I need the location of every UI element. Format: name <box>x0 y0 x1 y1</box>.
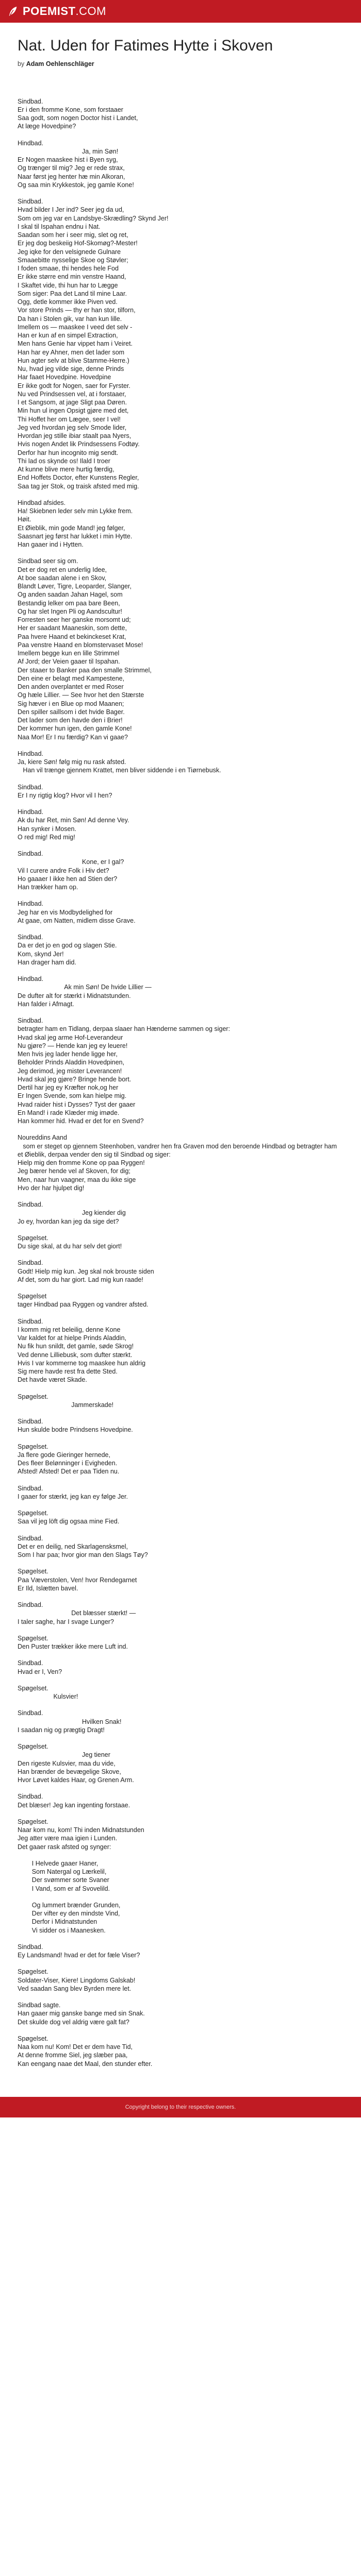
poem-line: Saadan som her i seer mig, slet og ret, <box>18 231 128 239</box>
stanza <box>18 1234 343 1251</box>
poem-line: Saa vil jeg löft dig ogsaa mine Fied. <box>18 1518 120 1526</box>
poem-line: Jeg har en vis Modbydelighed for <box>18 908 113 916</box>
stanza <box>18 1634 343 1651</box>
poem-line: Sindbad. <box>18 1418 43 1425</box>
poem-line: Der svømmer sorte Svaner <box>18 1876 109 1884</box>
byline-prefix: by <box>18 60 25 67</box>
poem-line: Sindbad. <box>18 1484 43 1492</box>
poem-line: Ogg, detle kommer ikke Piven ved. <box>18 298 118 306</box>
stanza <box>18 1534 343 1560</box>
stanza <box>18 1684 343 1701</box>
stanza <box>18 1859 343 1935</box>
poem-line: Naa Mor! Er I nu færdig? Kan vi gaae? <box>18 733 128 741</box>
poem-line: Sindbad. <box>18 198 43 205</box>
poem-line: Hvad skal jeg arme Hof-Leverandeur <box>18 1033 123 1041</box>
stanza <box>18 1792 343 1809</box>
poem-line: Ak du har Ret, min Søn! Ad denne Vey. <box>18 817 129 824</box>
poem-line: Han gaaer mig ganske bange med sin Snak. <box>18 2010 145 2018</box>
poem-line: Hvo der har hjulpet dig! <box>18 1184 85 1192</box>
poem-line: Han falder i Afmagt. <box>18 1000 74 1008</box>
stanza <box>18 2001 343 2026</box>
stanza <box>18 1509 343 1526</box>
poem-line: Som siger: Paa det Land til mine Laar. <box>18 290 127 297</box>
poem-line: Hindbad. <box>18 975 44 982</box>
poem-line: Sindbad. <box>18 1534 43 1542</box>
poem-line: Ved saadan Sang blev Byrden mere let. <box>18 1985 132 1992</box>
poem-line: Sindbad. <box>18 1601 43 1608</box>
poem-line: Hindbad. <box>18 139 44 147</box>
poem-line: Hindbad. <box>18 808 44 816</box>
poem-line: Godt! Hielp mig kun. Jeg skal nok brouste siden <box>18 1267 154 1275</box>
logo-text: POEMIST.COM <box>23 5 106 18</box>
poem-line: Ja flere gode Gieringer hernede, <box>18 1451 110 1459</box>
poem-line: Hvad bilder I Jer ind? Seer jeg da ud, <box>18 206 124 214</box>
poem-line: Jeg tiener <box>18 1751 110 1759</box>
footer <box>0 2097 361 2117</box>
poem-line: Min hun ul ingen Opsigt gjøre med det, <box>18 407 129 415</box>
stanza <box>18 499 343 549</box>
poem-line: Smaaebitte nysselige Skoe og Støvler; <box>18 256 128 264</box>
poem-line: Den eine er belagt med Kampestene, <box>18 674 125 682</box>
poem-line: Spøgelset. <box>18 1968 48 1976</box>
poem-line: Spøgelset. <box>18 1634 48 1642</box>
poem-line: Og hæle Lillier. — See hvor het den Stærste <box>18 691 144 699</box>
poem-line: Der staaer to Banker paa den smalle Strimmel, <box>18 666 152 674</box>
poem-line: Spøgelset. <box>18 1684 48 1692</box>
poem-line: Er jeg dog beskeiig Hof-Skomøg?-Mester! <box>18 240 138 247</box>
poem-line: Imellem os — maaskee I veed det selv - <box>18 323 133 331</box>
poem-line: Det blæsser stærkt! — <box>18 1609 136 1617</box>
poem-line: Hvad skal jeg gjøre? Bringe hende bort. <box>18 1075 132 1083</box>
poem-line: I Helvede gaaer Haner, <box>18 1859 99 1867</box>
poem-line: Det skulde dog vel aldrig være galt fat? <box>18 2018 129 2026</box>
poem-line: Sindbad. <box>18 783 43 791</box>
poem-line: Ak min Søn! De hvide Lillier — <box>18 984 152 991</box>
poem-line: En Mand! i rade Klæder mig imøde. <box>18 1109 120 1116</box>
stanza <box>18 97 343 131</box>
poem-line: Har faaet Hovedpine. Hovedpine <box>18 374 111 381</box>
poem-line: Blandt Løver, Tigre, Leoparder, Slanger, <box>18 583 132 590</box>
poem-line: Beholder Prinds Aladdin Hovedpinen, <box>18 1059 125 1066</box>
stanza <box>18 1659 343 1676</box>
poem-line: Høit. <box>18 516 31 523</box>
poem-line: At denne fromme Siel, jeg slæber paa, <box>18 2052 128 2059</box>
stanza <box>18 557 343 741</box>
poem-line: Sindbad. <box>18 97 43 105</box>
poem-line: Her er saadant Maaneskin, som dette, <box>18 624 127 632</box>
poem-line: Kom, skynd Jer! <box>18 950 64 958</box>
poem-line: Af Jord; der Veien gaaer til Ispahan. <box>18 658 120 666</box>
poem-line: Han drager ham did. <box>18 958 76 966</box>
stanza <box>18 1968 343 1993</box>
poem-line: Jo ey, hvordan kan jeg da sige det? <box>18 1217 119 1225</box>
poem-line: I saadan nig og prægtig Dragt! <box>18 1726 105 1734</box>
poem-line: Den Puster trækker ikke mere Luft ind. <box>18 1643 128 1650</box>
poem-line: Er Nogen maaskee hist i Byen syg, <box>18 156 118 163</box>
poem-content <box>0 23 361 2097</box>
poem-line: som er steget op gjennem Steenhoben, vandrer hen fra Graven mod den beroende Hindbad og betragter ham et Øieblik, derpaa vender den sig til Sindbad og siger: <box>18 1142 339 1158</box>
poem-line: Men hans Genie har vippet ham i Veiret. <box>18 340 133 348</box>
poem-line: Det er dog ret en underlig Idee, <box>18 566 107 573</box>
poem-line: Han trækker ham op. <box>18 884 78 891</box>
poem-line: Og saa min Krykkestok, jeg gamle Kone! <box>18 181 134 189</box>
poem-line: Naa kom nu! Kom! Det er dem have Tid, <box>18 2043 133 2050</box>
poem-line: Hun skulde bodre Prindsens Hovedpine. <box>18 1426 133 1434</box>
poem-line: Kan eengang naae det Maal, den stunder efter. <box>18 2060 153 2067</box>
poem-line: Soldater-Viser, Kiere! Lingdoms Galskab! <box>18 1976 136 1984</box>
poem-line: I skal til Ispahan endnu i Nat. <box>18 223 101 230</box>
stanza <box>18 1393 343 1410</box>
poem-line: Ved denne Lilliebusk, som dufter stærkt. <box>18 1351 133 1359</box>
poem-line: Hindbad. <box>18 750 44 757</box>
poem-line: Sindbad. <box>18 1659 43 1667</box>
poem-line: Det gaaer rask afsted og synger: <box>18 1843 111 1851</box>
poem-line: Kone, er I gal? <box>18 858 124 866</box>
poem-line: Du sige skal, at du har selv det giort! <box>18 1243 122 1250</box>
poem-line: Er i den fromme Kone, som forstaaer <box>18 106 123 113</box>
poem-line <box>18 1893 343 1901</box>
poem-title: Nat. Uden for Fatimes Hytte i Skoven <box>18 37 273 54</box>
poem-line: Spøgelset. <box>18 1510 48 1517</box>
poem-line: Jeg bærer hende vel af Skoven, for dig; <box>18 1167 130 1175</box>
stanza <box>18 197 343 490</box>
poem-line: Dertil har jeg ey Kræfter nok,og her <box>18 1084 119 1091</box>
poem-line: Han brænder de bevægelige Skove, <box>18 1768 121 1775</box>
stanza <box>18 1417 343 1434</box>
poem-line: Saa tag jer Stok, og traisk afsted med mig. <box>18 482 139 490</box>
copyright-text: Copyright belong to their respective owners. <box>125 2104 236 2110</box>
poem-line: tager Hindbad paa Ryggen og vandrer afsted. <box>18 1301 149 1309</box>
poem-line: Hindbad. <box>18 900 44 908</box>
stanza <box>18 139 343 190</box>
stanza <box>18 1443 343 1476</box>
poem-line: Jeg ved hvordan jeg selv Smode lider, <box>18 423 127 431</box>
stanza <box>18 808 343 841</box>
stanza <box>18 1742 343 1784</box>
poem-line: Af det, som du har giort. Lad mig kun raade! <box>18 1276 143 1283</box>
poem-line: Et Øieblik, min gode Mand! jeg følger, <box>18 524 125 532</box>
poem-line: Den rigeste Kulsvier, maa du vide, <box>18 1759 116 1767</box>
poem-line: Paa venstre Haand en blomstervaset Mose! <box>18 641 143 649</box>
poem-line: Hindbad afsides. <box>18 499 66 506</box>
poem-line: Derfor i Midnatstunden <box>18 1918 97 1926</box>
poem-line: Vor store Prinds — thy er han stor, tilforn, <box>18 307 136 314</box>
stanza <box>18 783 343 800</box>
stanza <box>18 750 343 775</box>
site-logo[interactable] <box>7 5 106 18</box>
poem-line: Hvordan jeg stille ibiar staalt paa Nyers, <box>18 432 132 439</box>
poem-line: Og trænger til mig? Jeg er rede strax, <box>18 164 125 172</box>
poem-line: Hvor Løvet kaldes Haar, og Grenen Arm. <box>18 1776 134 1784</box>
poem-line: Sindbad. <box>18 1943 43 1951</box>
poem-line: Naar først jeg henter hæ min Alkoran, <box>18 173 125 180</box>
stanza <box>18 1567 343 1592</box>
poem-line: Der vifter ey den mindste Vind, <box>18 1910 120 1917</box>
poem-byline <box>18 60 343 67</box>
poem-line: Hun agter selv at blive Stamme-Herre.) <box>18 357 129 364</box>
top-bar <box>0 0 361 23</box>
poem-line: Det havde været Skade. <box>18 1376 87 1384</box>
stanza <box>18 1943 343 1960</box>
poem-line: Spøgelset. <box>18 1818 48 1825</box>
stanza <box>18 1133 343 1192</box>
poem-line: Nu gjøre? — Hende kan jeg ey leuere! <box>18 1042 128 1049</box>
poem-line: Og lummert brænder Grunden, <box>18 1901 121 1909</box>
poem-line: betragter ham en Tidlang, derpaa slaaer han Hænderne sammen og siger: <box>18 1025 231 1033</box>
poem-line: At læge Hovedpine? <box>18 123 76 130</box>
stanza <box>18 1709 343 1734</box>
poem-line: Nu, hvad jeg vilde sige, denne Prinds <box>18 365 124 372</box>
poem-line: Han synker i Mosen. <box>18 825 76 833</box>
poem-line: Spøgelset <box>18 1293 47 1300</box>
poem-line: Som I har paa; hvor gior man den Slags Tøy? <box>18 1551 148 1558</box>
stanza <box>18 900 343 925</box>
quill-icon <box>7 6 19 17</box>
poem-line: Ja, min Søn! <box>18 147 119 155</box>
stanza <box>18 1292 343 1309</box>
poem-line: Var kaldet for at hielpe Prinds Aladdin, <box>18 1334 127 1342</box>
poem-line: Sindbad. <box>18 850 43 857</box>
poem-line: Derfor har hun incognito mig sendt. <box>18 449 119 456</box>
poem-line: Jeg iqke for den velsignede Gulnare <box>18 248 121 256</box>
poem-line: Det blæser! Jeg kan ingenting forstaae. <box>18 1801 130 1809</box>
poem-line: Da er det jo en god og slagen Stie. <box>18 942 117 950</box>
poem-line: Jeg atter være maa igien i Lunden. <box>18 1835 118 1842</box>
poem-line: Spøgelset. <box>18 2035 48 2042</box>
poem-line: Spøgelset. <box>18 1443 48 1450</box>
poem-line: Ey Landsmand! hvad er det for fæle Viser? <box>18 1952 140 1959</box>
poem-line: Sindbad. <box>18 934 43 941</box>
poem-line: Hvad raider hist i Dysses? Tyst der gaaer <box>18 1100 136 1108</box>
poem-line: Paa hvere Haand et bekinckeset Krat, <box>18 633 126 640</box>
poem-line: I Skaftet vide, thi hun har to Lægge <box>18 281 118 289</box>
poem-line: Er ikke større end min venstre Haand, <box>18 273 126 281</box>
poem-line: Sindbad. <box>18 1317 43 1325</box>
poem-line: Er Ild, Islætten bavel. <box>18 1584 78 1592</box>
poem-line: Han har ey Ahner, men det lader som <box>18 348 125 356</box>
poem-line: I foden smaae, thi hendes hele Fod <box>18 265 119 272</box>
poem-line: Spøgelset. <box>18 1568 48 1575</box>
poem-line: Sig hæver i en Blue op mod Maanen; <box>18 700 124 707</box>
poem-line: O red mig! Red mig! <box>18 833 75 841</box>
poem-line: Er Ingen Svende, som kan hielpe mig. <box>18 1092 127 1100</box>
poem-line: Paa Væverstolen, Ven! hvor Rendegarnet <box>18 1576 137 1584</box>
stanza <box>18 1484 343 1501</box>
poem-line: End Hoffets Doctor, efter Kunstens Regler, <box>18 474 139 482</box>
poem-line: Er ikke godt for Nogen, saer for Fyrster. <box>18 382 130 389</box>
poem-line: Forresten seer her ganske morsomt ud; <box>18 616 131 623</box>
poem-line: Hvilken Snak! <box>18 1718 122 1725</box>
poem-line: Jeg derimod, jeg mister Leverancen! <box>18 1067 122 1075</box>
poem-line: Men hvis jeg lader hende ligge her, <box>18 1050 118 1058</box>
stanza <box>18 850 343 891</box>
stanza <box>18 1317 343 1384</box>
poem-line: At kunne blive mere hurtig færdig, <box>18 466 114 473</box>
poem-line: Han kommer hid. Hvad er det for en Svend? <box>18 1117 144 1125</box>
poem-line: Imellem begge kun en lille Strimmel <box>18 650 120 657</box>
poem-line: Det er en deilig, ned Skarlagensksmel, <box>18 1543 128 1550</box>
poem-line: Hvad er I, Ven? <box>18 1668 62 1675</box>
poem-line: Hielp mig den fromme Kone op paa Ryggen! <box>18 1159 145 1166</box>
poem-line: Des fleer Belønninger i Evigheden. <box>18 1460 118 1467</box>
poem-line: Som om jeg var en Landsbye-Skrædling? Skynd Jer! <box>18 214 169 222</box>
poem-line: Er I ny rigtig klog? Hvor vil I hen? <box>18 791 112 799</box>
stanza <box>18 975 343 1008</box>
poem-body <box>18 97 343 2068</box>
poem-line: Han er kun af en simpel Extraction, <box>18 332 118 339</box>
poem-line: Det lader som den havde den i Brier! <box>18 717 123 724</box>
poem-line: Noureddins Aand <box>18 1134 67 1142</box>
poem-line: I komm mig ret beleilig, denne Kone <box>18 1326 121 1333</box>
poem-line: Thi Hoffet her om Lægee, seer I vel! <box>18 415 121 423</box>
poem-line: Sindbad. <box>18 1793 43 1801</box>
poem-line: Ja, kiere Søn! følg mig nu rask afsted. <box>18 758 126 766</box>
poem-line: Der kommer hun igen, den gamle Kone! <box>18 725 132 733</box>
poem-line: Da han i Stolen gik, var han kun lille. <box>18 315 122 323</box>
poem-line: Saa godt, som nogen Doctor hist i Landet, <box>18 114 138 122</box>
poem-line: Thi lad os skynde os! Ilald I troer <box>18 457 110 465</box>
poem-line: At gaae, om Natten, midlem disse Grave. <box>18 917 136 924</box>
poem-line: Afsted! Afsted! Det er paa Tiden nu. <box>18 1468 120 1476</box>
poem-line: Hvis nogen Andet lik Prindsessens Fodtøy. <box>18 440 140 448</box>
poem-line: I taler saghe, har I svage Lunger? <box>18 1618 114 1625</box>
poem-line: De dufter alt for stærkt i Midnatstunden. <box>18 992 131 999</box>
poem-line: Han vil trænge gjennem Krattet, men bliver siddende i en Tiørnebusk. <box>18 767 221 774</box>
poem-line: I gaaer for stærkt, jeg kan ey følge Jer. <box>18 1493 128 1500</box>
poem-line: Men, naar hun vaagner, maa du ikke sige <box>18 1176 136 1183</box>
stanza <box>18 1200 343 1226</box>
stanza <box>18 2035 343 2068</box>
poem-line: Spøgelset. <box>18 1234 48 1242</box>
poem-line: Naar kom nu, kom! Thi inden Midnatstunden <box>18 1826 144 1834</box>
poem-line: Nu fik hun snildt, det gamle, søde Skrog! <box>18 1343 134 1350</box>
poem-line: Nu ved Prindsessen vel, at i forstaaer, <box>18 390 126 398</box>
poem-line: Den spiller saillsom i det hvide Bager. <box>18 708 125 716</box>
poem-line: Jammerskade! <box>18 1401 114 1409</box>
poem-line: Sindbad sagte. <box>18 2002 61 2009</box>
poem-line: Kulsvier! <box>18 1693 78 1700</box>
poem-line: Og har slet Ingen Pli og Aandscultur! <box>18 607 122 615</box>
poem-line: Spøgelset. <box>18 1393 48 1400</box>
poem-line: Sindbad seer sig om. <box>18 557 78 565</box>
poem-line: Sindbad. <box>18 1259 43 1267</box>
poem-line: I Vand, som er af Svovelild. <box>18 1885 110 1892</box>
poem-line: I et Sangsom, at jage Sligt paa Døren. <box>18 399 127 406</box>
stanza <box>18 1818 343 1851</box>
stanza <box>18 1016 343 1125</box>
poem-line: Som Natergal og Lærkelil, <box>18 1868 107 1875</box>
poem-line: Sindbad. <box>18 1201 43 1208</box>
poem-line: Ho gaaaer I ikke hen ad Stien der? <box>18 875 118 883</box>
poem-line: Og anden saadan Jahan Hagel, som <box>18 591 123 599</box>
poem-line: Vil I curere andre Folk i Hiv det? <box>18 867 109 874</box>
poem-line: Sindbad. <box>18 1709 43 1717</box>
stanza <box>18 1259 343 1284</box>
poem-line: Saasnart jeg først har lukket i min Hytte. <box>18 532 133 540</box>
poem-line: Vi sidder os i Maanesken. <box>18 1926 106 1934</box>
poem-line: Spøgelset. <box>18 1743 48 1750</box>
poem-line: Sindbad. <box>18 1017 43 1024</box>
poem-line: Bestandig lelker om paa bare Been, <box>18 599 120 607</box>
poem-line: Den anden overplantet er med Roser <box>18 683 124 690</box>
poem-line: At boe saadan alene i en Skov, <box>18 574 107 582</box>
poem-line: Hvis I var kommerne tog maaskee hun aldrig <box>18 1359 146 1367</box>
stanza <box>18 933 343 967</box>
poem-line: Han gaaer ind i Hytten. <box>18 541 84 548</box>
poem-line: Ha! Skiebnen leder selv min Lykke frem. <box>18 507 133 515</box>
stanza <box>18 1601 343 1626</box>
poem-line: Sig mere havde rest fra dette Sted. <box>18 1368 118 1375</box>
author-link[interactable]: Adam Oehlenschläger <box>26 60 94 67</box>
poem-line: Jeg kiender dig <box>18 1209 126 1217</box>
